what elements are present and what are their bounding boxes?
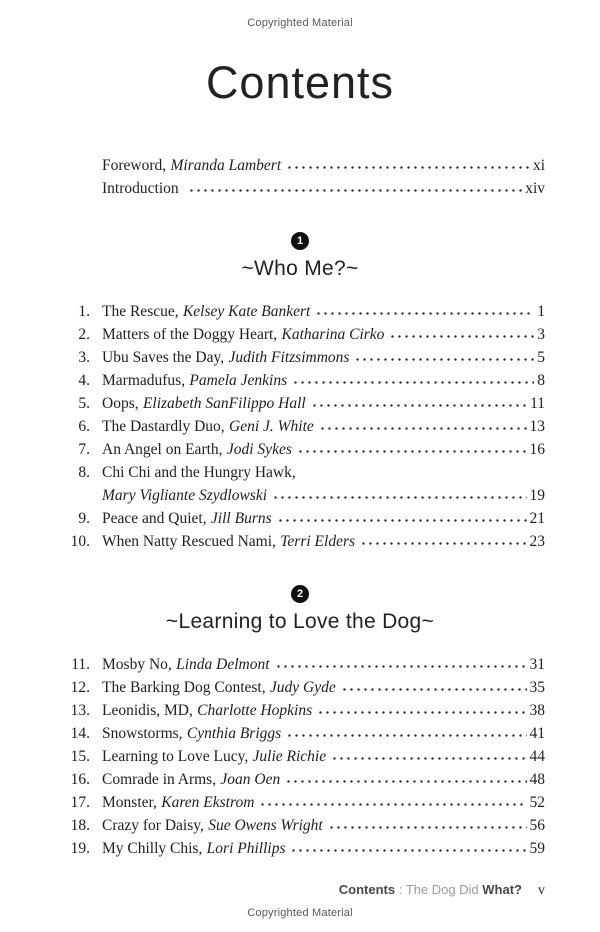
- toc-entry: [55, 791, 545, 814]
- entry-author: Mary Vigliante Szydlowski: [102, 487, 268, 504]
- entry-page-number: 3: [537, 326, 545, 343]
- entry-title: Matters of the Doggy Heart,: [102, 326, 278, 343]
- entry-author: Judith Fitzsimmons: [228, 349, 350, 366]
- entry-body: [102, 300, 545, 323]
- entry-title: Foreword,: [102, 157, 167, 174]
- dot-leader: [389, 334, 534, 339]
- entry-title: When Natty Rescued Nami,: [102, 533, 276, 550]
- entry-author: Lori Phillips: [206, 840, 286, 857]
- section-list: [55, 228, 545, 860]
- toc-section: [55, 581, 545, 860]
- dot-leader: [317, 710, 526, 715]
- toc-entry: [55, 653, 545, 676]
- entry-number: 4.: [78, 372, 90, 389]
- entry-number: 14.: [70, 725, 90, 742]
- entry-body: [102, 768, 545, 791]
- dot-leader: [297, 449, 527, 454]
- dot-leader: [315, 311, 534, 316]
- toc-entry: [55, 722, 545, 745]
- toc-entry: [55, 768, 545, 791]
- entry-page-number: 48: [529, 771, 545, 788]
- copyrighted-material-bottom: Copyrighted Material: [247, 907, 353, 919]
- entry-title: Ubu Saves the Day,: [102, 349, 225, 366]
- entry-body: [102, 814, 545, 837]
- entry-page-number: 5: [537, 349, 545, 366]
- entry-number: 12.: [70, 679, 90, 696]
- entry-body: [102, 699, 545, 722]
- footer-book-title-bold: What?: [482, 882, 522, 897]
- entry-number: 15.: [70, 748, 90, 765]
- dot-leader: [286, 165, 530, 170]
- toc-entry: [55, 438, 545, 461]
- entry-page-number: 23: [529, 533, 545, 550]
- entry-title: The Rescue,: [102, 303, 179, 320]
- section-header: [55, 581, 545, 633]
- table-of-contents: [55, 154, 545, 860]
- entry-number: 13.: [70, 702, 90, 719]
- footer-contents-label: Contents: [338, 882, 396, 897]
- front-matter-list: [55, 154, 545, 200]
- dot-leader: [286, 733, 526, 738]
- entry-body: [102, 177, 545, 200]
- dot-leader: [354, 357, 534, 362]
- entry-title: Mosby No,: [102, 656, 172, 673]
- entry-number: 6.: [78, 418, 90, 435]
- entry-page-number: 41: [529, 725, 545, 742]
- toc-entry-continuation: [55, 484, 545, 507]
- entry-number: 17.: [70, 794, 90, 811]
- entry-author: Kelsey Kate Bankert: [182, 303, 311, 320]
- section-entry-list: [55, 300, 545, 553]
- entry-title: The Dastardly Duo,: [102, 418, 225, 435]
- toc-entry: [55, 507, 545, 530]
- toc-entry: [55, 530, 545, 553]
- entry-body: [102, 745, 545, 768]
- entry-title: Introduction: [102, 180, 179, 197]
- entry-author: Linda Delmont: [176, 656, 270, 673]
- front-matter-row: [55, 177, 545, 200]
- entry-body: [102, 323, 545, 346]
- dot-leader: [275, 664, 527, 669]
- footer-book-title: The Dog Did: [405, 882, 483, 897]
- running-footer: [339, 882, 545, 899]
- dot-leader: [277, 518, 527, 523]
- entry-title: Leonidis, MD,: [102, 702, 193, 719]
- toc-entry: [55, 346, 545, 369]
- entry-author: Jodi Sykes: [226, 441, 292, 458]
- entry-page-number: 35: [529, 679, 545, 696]
- footer-separator: :: [395, 882, 406, 897]
- dot-leader: [188, 188, 522, 193]
- footer-page-number: v: [538, 883, 545, 898]
- dot-leader: [272, 495, 526, 500]
- toc-entry: [55, 814, 545, 837]
- entry-title: Snowstorms,: [102, 725, 183, 742]
- entry-number: 1.: [78, 303, 90, 320]
- section-entry-list: [55, 653, 545, 860]
- entry-body: [102, 484, 545, 507]
- entry-page-number: 21: [529, 510, 545, 527]
- entry-title: An Angel on Earth,: [102, 441, 223, 458]
- entry-page-number: 13: [529, 418, 545, 435]
- dot-leader: [331, 756, 526, 761]
- dot-leader: [292, 380, 534, 385]
- entry-author: Judy Gyde: [269, 679, 336, 696]
- entry-number: 7.: [78, 441, 90, 458]
- entry-author: Jill Burns: [210, 510, 272, 527]
- entry-page-number: 31: [529, 656, 545, 673]
- entry-body: [102, 438, 545, 461]
- entry-author: Cynthia Briggs: [186, 725, 282, 742]
- entry-body: [102, 676, 545, 699]
- toc-entry: [55, 676, 545, 699]
- dot-leader: [341, 687, 527, 692]
- toc-entry: [55, 699, 545, 722]
- entry-author: Katharina Cirko: [281, 326, 385, 343]
- entry-body: [102, 392, 545, 415]
- entry-number: 18.: [70, 817, 90, 834]
- section-number-badge-icon: 2: [291, 585, 309, 603]
- dot-leader: [311, 403, 527, 408]
- entry-body: [102, 346, 545, 369]
- entry-body: [102, 461, 545, 484]
- entry-number: 2.: [78, 326, 90, 343]
- entry-title: Marmadufus,: [102, 372, 186, 389]
- entry-author: Geni J. White: [229, 418, 314, 435]
- entry-body: [102, 791, 545, 814]
- entry-body: [102, 722, 545, 745]
- section-title: ~Who Me?~: [241, 257, 359, 280]
- entry-body: [102, 154, 545, 177]
- toc-section: [55, 228, 545, 553]
- entry-body: [102, 415, 545, 438]
- entry-number: 9.: [78, 510, 90, 527]
- entry-number: 10.: [70, 533, 90, 550]
- entry-title: Monster,: [102, 794, 157, 811]
- entry-page-number: xi: [532, 157, 545, 174]
- entry-number: 19.: [70, 840, 90, 857]
- toc-entry: [55, 415, 545, 438]
- toc-entry: [55, 392, 545, 415]
- entry-author: Julie Richie: [252, 748, 327, 765]
- entry-page-number: 38: [529, 702, 545, 719]
- dot-leader: [290, 848, 526, 853]
- entry-author: Sue Owens Wright: [208, 817, 323, 834]
- copyrighted-material-top: Copyrighted Material: [247, 17, 353, 29]
- entry-author: Karen Ekstrom: [161, 794, 255, 811]
- dot-leader: [360, 541, 526, 546]
- toc-entry: [55, 745, 545, 768]
- toc-entry: [55, 300, 545, 323]
- entry-number: 5.: [78, 395, 90, 412]
- entry-title: Oops,: [102, 395, 139, 412]
- entry-title: Chi Chi and the Hungry Hawk,: [102, 464, 296, 481]
- dot-leader: [285, 779, 526, 784]
- section-header: [55, 228, 545, 280]
- toc-entry: [55, 837, 545, 860]
- entry-page-number: 52: [529, 794, 545, 811]
- dot-leader: [328, 825, 527, 830]
- entry-title: Crazy for Daisy,: [102, 817, 204, 834]
- entry-page-number: 19: [529, 487, 545, 504]
- entry-title: Peace and Quiet,: [102, 510, 207, 527]
- section-title: ~Learning to Love the Dog~: [165, 610, 435, 633]
- entry-number: 11.: [71, 656, 90, 673]
- entry-title: Comrade in Arms,: [102, 771, 217, 788]
- entry-author: Terri Elders: [280, 533, 356, 550]
- entry-body: [102, 653, 545, 676]
- entry-number: 8.: [78, 464, 90, 481]
- entry-author: Miranda Lambert: [170, 157, 282, 174]
- entry-page-number: 11: [530, 395, 545, 412]
- front-matter-row: [55, 154, 545, 177]
- toc-entry: [55, 461, 545, 484]
- entry-page-number: 56: [529, 817, 545, 834]
- entry-author: Elizabeth SanFilippo Hall: [142, 395, 306, 412]
- toc-entry: [55, 369, 545, 392]
- entry-title: The Barking Dog Contest,: [102, 679, 266, 696]
- entry-author: Charlotte Hopkins: [197, 702, 313, 719]
- entry-page-number: 44: [529, 748, 545, 765]
- dot-leader: [259, 802, 526, 807]
- section-number-badge-icon: 1: [291, 232, 309, 250]
- entry-page-number: 8: [537, 372, 545, 389]
- entry-page-number: 59: [529, 840, 545, 857]
- entry-title: Learning to Love Lucy,: [102, 748, 249, 765]
- entry-author: Pamela Jenkins: [189, 372, 288, 389]
- page-title: Contents: [205, 57, 395, 108]
- entry-page-number: 16: [529, 441, 545, 458]
- entry-page-number: xiv: [525, 180, 545, 197]
- dot-leader: [319, 426, 527, 431]
- entry-body: [102, 507, 545, 530]
- entry-page-number: 1: [537, 303, 545, 320]
- entry-body: [102, 530, 545, 553]
- entry-author: Joan Oen: [220, 771, 281, 788]
- entry-title: My Chilly Chis,: [102, 840, 203, 857]
- entry-number: 3.: [78, 349, 90, 366]
- toc-entry: [55, 323, 545, 346]
- entry-body: [102, 369, 545, 392]
- entry-body: [102, 837, 545, 860]
- entry-number: 16.: [70, 771, 90, 788]
